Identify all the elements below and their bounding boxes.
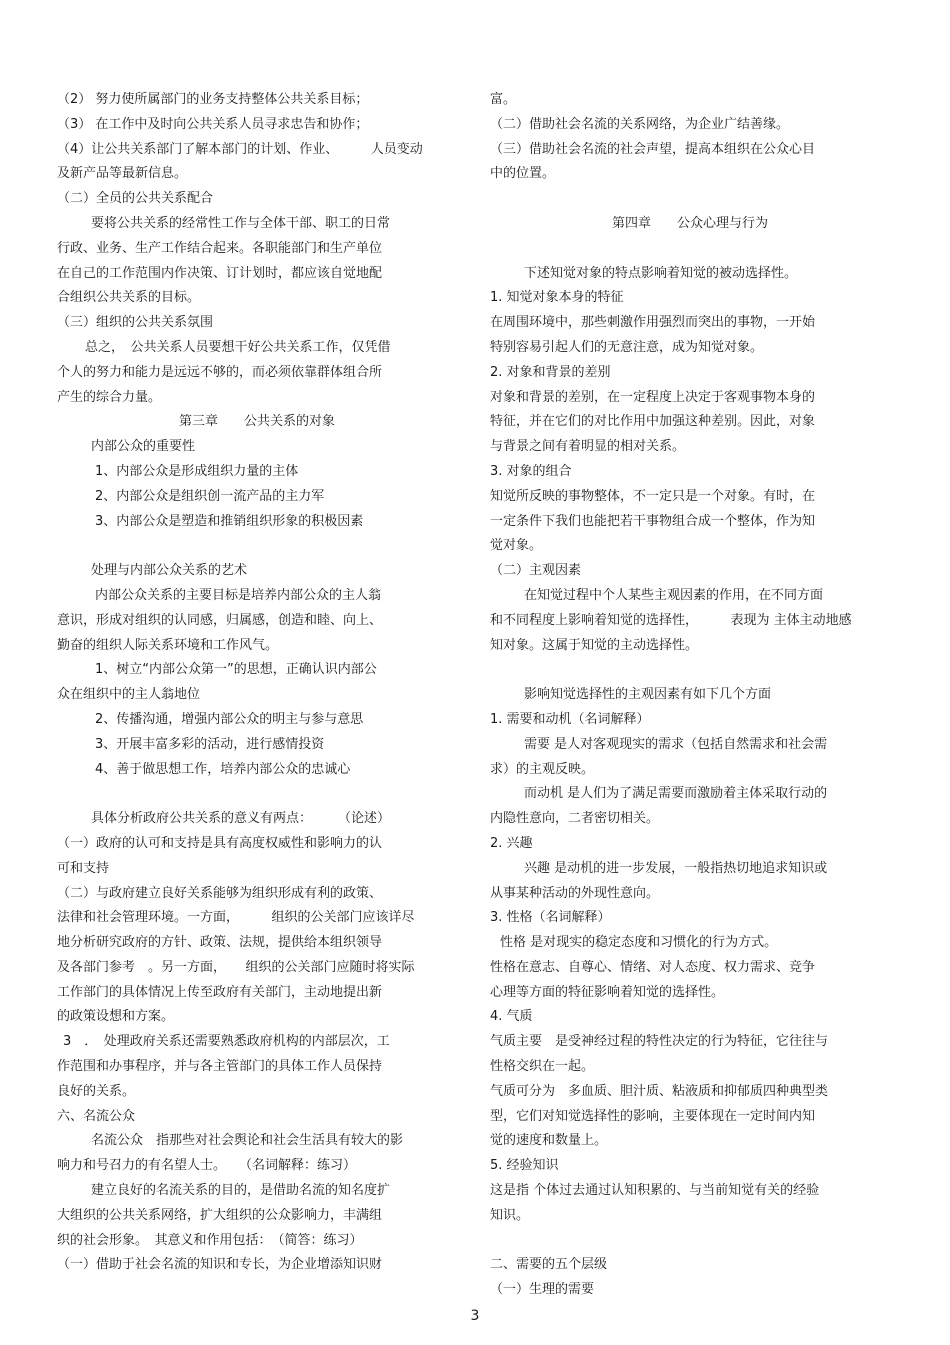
text-line: 5. 经验知识 — [490, 1158, 559, 1174]
blank-line — [490, 237, 890, 262]
text-line: 3. 性格（名词解释） — [490, 910, 611, 926]
text-line: 2. 对象和背景的差别 — [490, 364, 611, 380]
text-line: 下述知觉对象的特点影响着知觉的被动选择性。 — [524, 265, 798, 281]
text-line: 响力和号召力的有名望人士。 （名词解释：练习） — [57, 1158, 357, 1174]
text-line: （4）让公共关系部门了解本部门的计划、作业、 人员变动 — [57, 141, 423, 157]
text-line: 4. 气质 — [490, 1009, 533, 1025]
text-line: 1. 知觉对象本身的特征 — [490, 290, 624, 306]
text-line: （二）借助社会名流的关系网络，为企业广结善缘。 — [490, 116, 790, 132]
blank-line — [57, 782, 457, 807]
text-line: 觉的速度和数量上。 — [490, 1133, 608, 1149]
text-line: 与背景之间有着明显的相对关系。 — [490, 439, 686, 455]
text-line: 六、名流公众 — [57, 1108, 136, 1124]
text-line: 工作部门的具体情况上传至政府有关部门，主动地提出新 — [57, 984, 383, 1000]
text-line: 2、传播沟通，增强内部公众的明主与参与意思 — [95, 711, 364, 727]
text-line: 知觉所反映的事物整体，不一定只是一个对象。有时，在 — [490, 488, 816, 504]
text-line: 在周围环境中，那些刺激作用强烈而突出的事物，一开始 — [490, 315, 816, 331]
text-line: 的政策设想和方案。 — [57, 1009, 175, 1025]
text-line: （二）全员的公共关系配合 — [57, 191, 214, 207]
text-line: 特征，并在它们的对比作用中加强这种差别。因此，对象 — [490, 414, 816, 430]
text-line: 处理与内部公众关系的艺术 — [91, 563, 248, 579]
text-line: 心理等方面的特征影响着知觉的选择性。 — [490, 984, 725, 1000]
text-line: 知识。 — [490, 1207, 530, 1223]
text-line: 良好的关系。 — [57, 1083, 136, 1099]
text-line: 内隐性意向，二者密切相关。 — [490, 811, 660, 827]
text-line: 产生的综合力量。 — [57, 389, 162, 405]
text-line: （一）政府的认可和支持是具有高度权威性和影响力的认 — [57, 835, 383, 851]
text-line: 在知觉过程中个人某些主观因素的作用，在不同方面 — [524, 587, 824, 603]
text-line: 第四章 公众心理与行为 — [611, 215, 768, 231]
text-line: 个人的努力和能力是远远不够的，而必须依靠群体组合所 — [57, 364, 383, 380]
text-line: 性格交织在一起。 — [490, 1059, 595, 1075]
text-line: 求）的主观反映。 — [490, 761, 595, 777]
left-column — [57, 88, 457, 1278]
text-line: 气质可分为 多血质、胆汁质、粘液质和抑郁质四种典型类 — [490, 1083, 829, 1099]
text-line: 内部公众的重要性 — [91, 439, 196, 455]
text-line: （一）借助于社会名流的知识和专长，为企业增添知识财 — [57, 1257, 383, 1273]
text-line: 法律和社会管理环境。一方面， 组织的公关部门应该详尽 — [57, 910, 415, 926]
text-line: 从事某种活动的外现性意向。 — [490, 885, 660, 901]
text-line: 作范围和办事程序，并与各主管部门的具体工作人员保持 — [57, 1059, 383, 1075]
text-line: 具体分析政府公共关系的意义有两点： （论述） — [91, 811, 391, 827]
text-line: 和不同程度上影响着知觉的选择性， 表现为 主体主动地感 — [490, 612, 852, 628]
text-line: 2. 兴趣 — [490, 835, 533, 851]
text-line: 合组织公共关系的目标。 — [57, 290, 201, 306]
text-line: 气质主要 是受神经过程的特性决定的行为特征，它往往与 — [490, 1034, 829, 1050]
text-line: 3 ． 处理政府关系还需要熟悉政府机构的内部层次，工 — [63, 1034, 390, 1050]
text-line: 勤奋的组织人际关系环境和工作风气。 — [57, 637, 279, 653]
text-line: 众在组织中的主人翁地位 — [57, 687, 201, 703]
text-line: （2） 努力使所属部门的业务支持整体公共关系目标； — [57, 92, 369, 107]
text-line: 觉对象。 — [490, 538, 543, 554]
text-line: （3） 在工作中及时向公共关系人员寻求忠告和协作； — [57, 116, 369, 132]
text-line: 4、善于做思想工作，培养内部公众的忠诚心 — [95, 761, 351, 777]
text-line: 对象和背景的差别，在一定程度上决定于客观事物本身的 — [490, 389, 816, 405]
text-line: 需要 是人对客观现实的需求（包括自然需求和社会需 — [524, 736, 828, 752]
text-line: （二）与政府建立良好关系能够为组织形成有利的政策、 — [57, 885, 383, 901]
text-line: 特别容易引起人们的无意注意，成为知觉对象。 — [490, 339, 764, 355]
text-line: 2、内部公众是组织创一流产品的主力军 — [95, 488, 325, 504]
text-line: 性格在意志、自尊心、情绪、对人态度、权力需求、竞争 — [490, 959, 816, 975]
text-line: 3、内部公众是塑造和推销组织形象的积极因素 — [95, 513, 364, 529]
text-line: 及新产品等最新信息。 — [57, 166, 188, 182]
blank-line — [57, 534, 457, 559]
text-line: 3. 对象的组合 — [490, 463, 572, 479]
text-line: 内部公众关系的主要目标是培养内部公众的主人翁 — [95, 587, 382, 603]
text-line: 性格 是对现实的稳定态度和习惯化的行为方式。 — [500, 935, 778, 951]
text-line: 1、内部公众是形成组织力量的主体 — [95, 463, 299, 479]
text-line: 织的社会形象。 其意义和作用包括： （简答：练习） — [57, 1232, 363, 1248]
text-line: 知对象。这属于知觉的主动选择性。 — [490, 637, 699, 653]
text-line: 要将公共关系的经常性工作与全体干部、职工的日常 — [91, 215, 391, 231]
text-line: 3、开展丰富多彩的活动，进行感情投资 — [95, 736, 325, 752]
text-line: 1、树立“内部公众第一”的思想，正确认识内部公 — [95, 662, 377, 678]
text-line: 可和支持 — [57, 860, 110, 876]
right-column — [490, 88, 890, 1303]
text-line: 地分析研究政府的方针、政策、法规，提供给本组织领导 — [57, 935, 383, 951]
blank-line — [490, 1229, 890, 1254]
text-line: （三）组织的公共关系氛围 — [57, 315, 214, 331]
text-line: 及各部门参考 。另一方面， 组织的公关部门应随时将实际 — [57, 959, 415, 975]
text-line: 富。 — [490, 92, 517, 107]
text-line: 在自己的工作范围内作决策、订计划时，都应该自觉地配 — [57, 265, 383, 281]
text-line: 型，它们对知觉选择性的影响，主要体现在一定时间内知 — [490, 1108, 816, 1124]
text-line: 一定条件下我们也能把若干事物组合成一个整体，作为知 — [490, 513, 816, 529]
text-line: 兴趣 是动机的进一步发展，一般指热切地追求知识或 — [524, 860, 828, 876]
text-line: 第三章 公共关系的对象 — [178, 414, 335, 430]
text-line: （二）主观因素 — [490, 563, 582, 579]
text-line: 意识，形成对组织的认同感，归属感，创造和睦、向上、 — [57, 612, 383, 628]
page-number: 3 — [470, 1308, 480, 1324]
text-line: 大组织的公共关系网络，扩大组织的公众影响力，丰满组 — [57, 1207, 383, 1223]
text-line: 总之， 公共关系人员要想干好公共关系工作，仅凭借 — [85, 339, 391, 355]
text-line: 这是指 个体过去通过认知积累的、与当前知觉有关的经验 — [490, 1183, 820, 1199]
text-line: 名流公众 指那些对社会舆论和社会生活具有较大的影 — [91, 1133, 404, 1149]
text-line: 影响知觉选择性的主观因素有如下几个方面 — [524, 687, 772, 703]
text-line: （一）生理的需要 — [490, 1282, 595, 1298]
text-line: 中的位置。 — [490, 166, 556, 182]
text-line: 而动机 是人们为了满足需要而激励着主体采取行动的 — [524, 786, 828, 802]
text-line: 二、需要的五个层级 — [490, 1257, 608, 1273]
text-line: 1. 需要和动机（名词解释） — [490, 711, 650, 727]
text-line: 行政、业务、生产工作结合起来。各职能部门和生产单位 — [57, 240, 383, 256]
blank-line — [490, 187, 890, 212]
blank-line — [490, 658, 890, 683]
text-line: （三）借助社会名流的社会声望，提高本组织在公众心目 — [490, 141, 816, 157]
text-line: 建立良好的名流关系的目的，是借助名流的知名度扩 — [91, 1183, 391, 1199]
